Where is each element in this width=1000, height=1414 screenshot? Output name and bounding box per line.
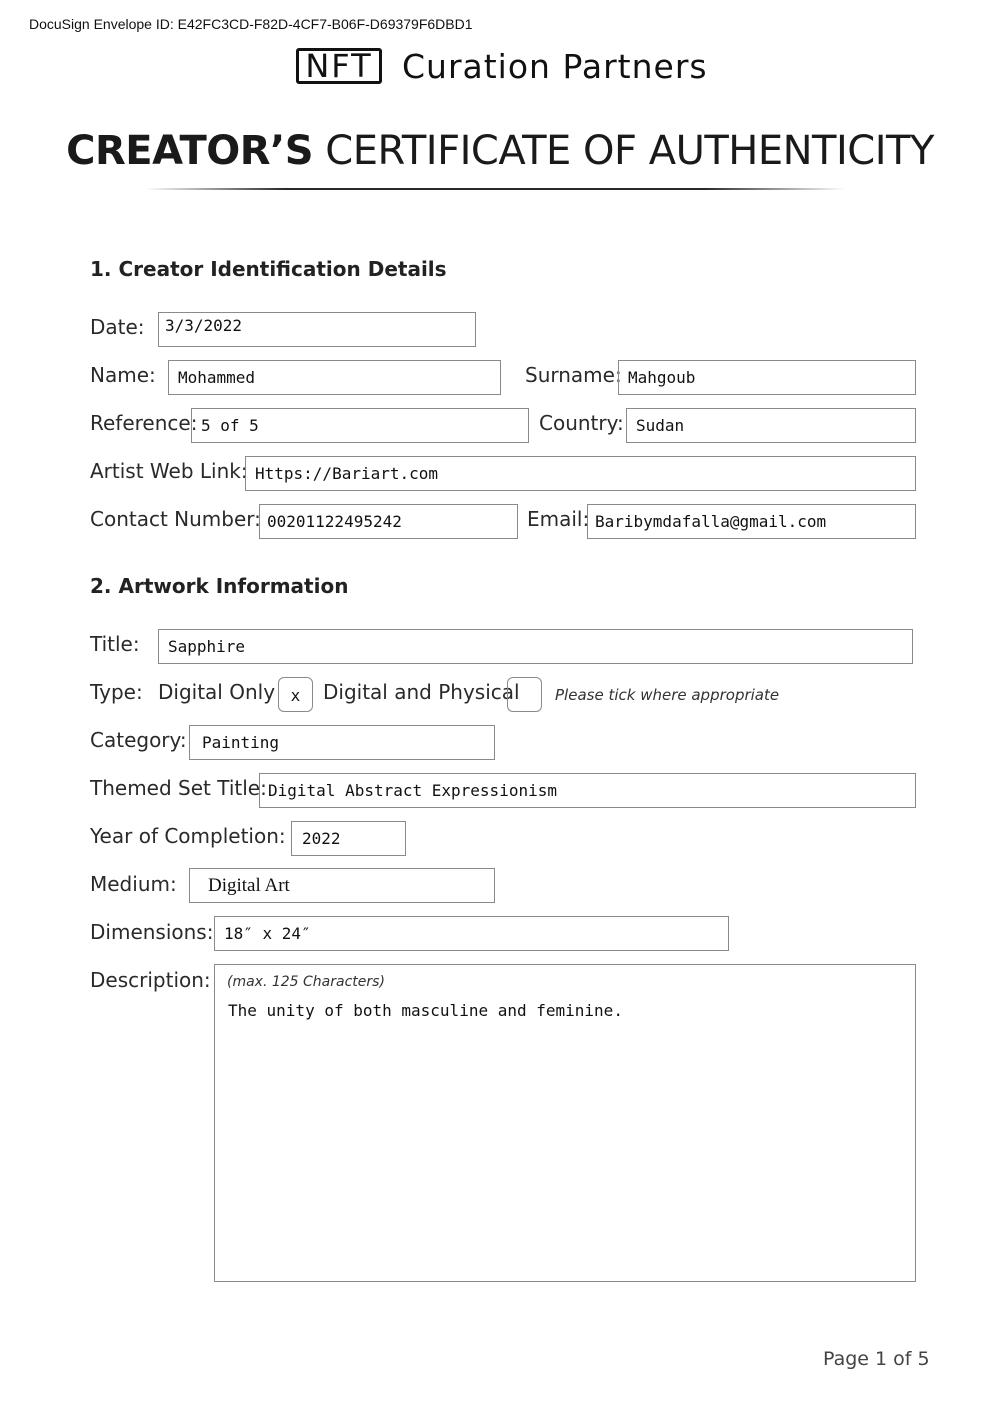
description-hint: (max. 125 Characters) bbox=[227, 974, 385, 990]
year-label: Year of Completion: bbox=[90, 824, 286, 848]
country-label: Country: bbox=[539, 411, 624, 435]
type-option-digital-only: Digital Only bbox=[158, 680, 276, 704]
category-label: Category: bbox=[90, 728, 187, 752]
dimensions-label: Dimensions: bbox=[90, 920, 214, 944]
page-number: Page 1 of 5 bbox=[823, 1348, 930, 1370]
logo-text: Curation Partners bbox=[402, 47, 708, 86]
email-label: Email: bbox=[527, 507, 590, 531]
weblink-label: Artist Web Link: bbox=[90, 459, 248, 483]
envelope-id: DocuSign Envelope ID: E42FC3CD-F82D-4CF7-B06F-D69379F6DBD1 bbox=[29, 16, 473, 32]
year-field[interactable]: 2022 bbox=[291, 821, 406, 856]
description-label: Description: bbox=[90, 968, 211, 992]
certificate-title-regular: CERTIFICATE OF AUTHENTICITY bbox=[325, 128, 934, 174]
type-hint: Please tick where appropriate bbox=[555, 686, 780, 704]
themed-set-label: Themed Set Title: bbox=[90, 776, 267, 800]
contact-label: Contact Number: bbox=[90, 507, 261, 531]
date-label: Date: bbox=[90, 315, 145, 339]
section-heading-creator: 1. Creator Identification Details bbox=[90, 257, 447, 281]
surname-label: Surname: bbox=[525, 363, 622, 387]
logo-nft-box: NFT bbox=[296, 48, 382, 84]
date-field[interactable]: 3/3/2022 bbox=[158, 312, 476, 347]
description-text: The unity of both masculine and feminine. bbox=[228, 1001, 623, 1020]
weblink-field[interactable]: Https://Bariart.com bbox=[245, 456, 916, 491]
digital-physical-checkbox[interactable] bbox=[507, 677, 542, 712]
contact-field[interactable]: 00201122495242 bbox=[259, 504, 518, 539]
category-field[interactable]: Painting bbox=[189, 725, 495, 760]
certificate-title bbox=[0, 128, 1000, 174]
name-label: Name: bbox=[90, 363, 156, 387]
reference-field[interactable]: 5 of 5 bbox=[191, 408, 529, 443]
name-field[interactable]: Mohammed bbox=[168, 360, 501, 395]
certificate-title-bold: CREATOR’S bbox=[66, 128, 314, 174]
email-field[interactable]: Baribymdafalla@gmail.com bbox=[587, 504, 916, 539]
dimensions-field[interactable]: 18″ x 24″ bbox=[214, 916, 729, 951]
description-field[interactable] bbox=[214, 964, 916, 1282]
surname-field[interactable]: Mahgoub bbox=[618, 360, 916, 395]
medium-label: Medium: bbox=[90, 872, 177, 896]
title-label: Title: bbox=[90, 632, 140, 656]
type-label: Type: bbox=[90, 680, 143, 704]
medium-field[interactable]: Digital Art bbox=[189, 868, 495, 903]
type-option-digital-physical: Digital and Physical bbox=[323, 680, 520, 704]
digital-only-checkbox[interactable]: x bbox=[278, 677, 313, 712]
title-divider bbox=[145, 188, 845, 190]
reference-label: Reference: bbox=[90, 411, 198, 435]
title-field[interactable]: Sapphire bbox=[158, 629, 913, 664]
themed-set-field[interactable]: Digital Abstract Expressionism bbox=[259, 773, 916, 808]
section-heading-artwork: 2. Artwork Information bbox=[90, 574, 349, 598]
country-field[interactable]: Sudan bbox=[626, 408, 916, 443]
